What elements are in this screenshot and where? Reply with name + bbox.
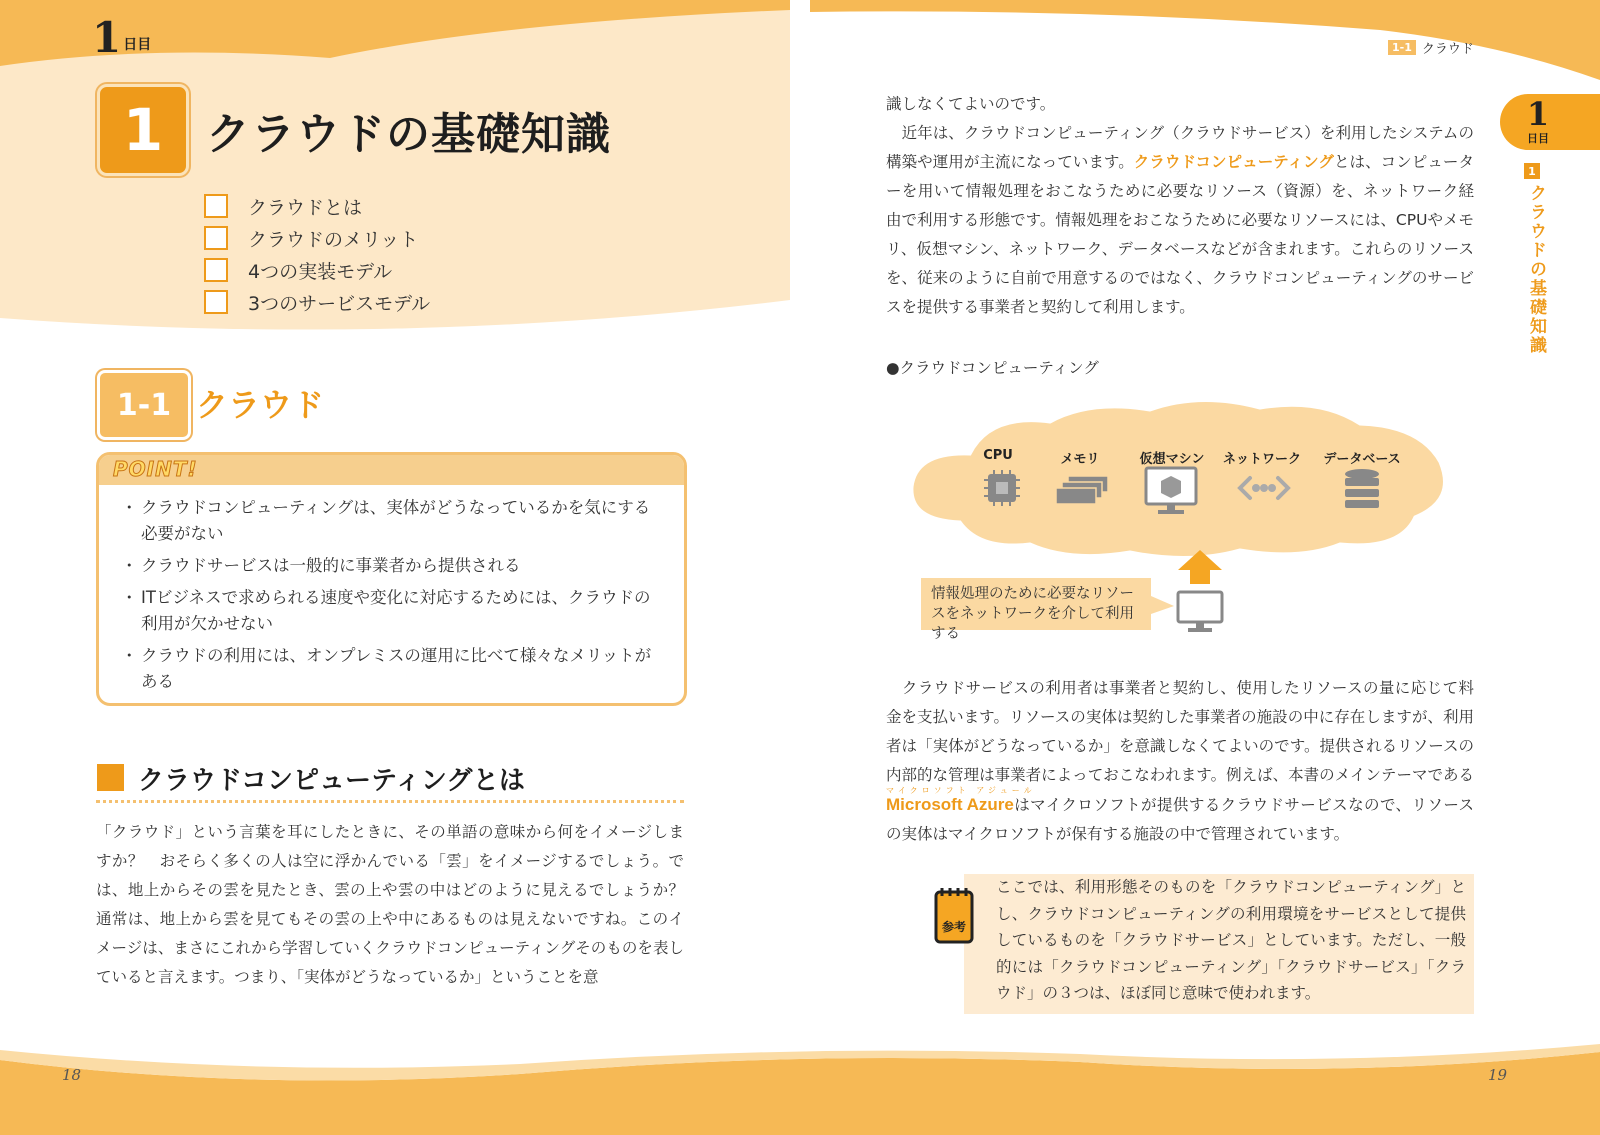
checkbox-icon[interactable] [204,258,228,282]
callout-pointer [1151,596,1174,614]
checklist-label: クラウドのメリット [248,228,419,251]
top-wave-right [810,0,1600,80]
running-head-badge: 1-1 [1388,40,1416,55]
side-tab-number: 1 [1526,95,1550,133]
subheading-square-icon [97,764,124,791]
checkbox-icon[interactable] [204,194,228,218]
point-list [99,485,684,695]
day-unit: 日目 [123,37,152,53]
right-body-intro [886,90,1474,322]
cpu-icon [984,470,1020,506]
point-item: ・ クラウドの利用には、オンプレミスの運用に比べて様々なメリットがある [129,643,666,695]
point-item: ・ クラウドコンピューティングは、実体がどうなっているかを気にする必要がない [129,495,666,547]
checklist-item[interactable] [204,222,430,254]
side-chapter-title: クラウドの基礎知識 [1526,184,1546,355]
figure-label-cpu: CPU [983,448,1013,463]
ruby-term [886,786,1036,820]
checklist-item[interactable] [204,190,430,222]
reference-text: ここでは、利用形態そのものを「クラウドコンピューティング」とし、クラウドコンピューティングの利用環境をサービスとして提供しているものを「クラウドサービス」としています。ただし、一般的には「クラウドコンピューティング」「クラウドサービス」「クラウド」の３つは、ほぼ同じ意味で使われます。 [996,878,1466,1002]
chapter-checklist [204,190,430,318]
paragraph [886,119,1474,322]
text-run: クラウドサービスの利用者は事業者と契約し、使用したリソースの量に応じて料金を支払います。リソースの実体は契約した事業者の施設の中に存在しますが、利用者は「実体がどうなっているか」を意識しなくてよいのです。提供されるリソースの内部的な管理は事業者によっておこなわれます。例えば、本書のメインテーマである [886,679,1474,784]
left-page-number: 18 [62,1066,82,1084]
reference-notebook-icon [932,884,976,946]
checklist-item[interactable] [204,254,430,286]
side-tab-unit: 日目 [1527,132,1549,145]
text-run: はマイクロソフトが提供するクラウドサービスなので、リソースの実体はマイクロソフトが保有する施設の中で管理されています。 [886,796,1474,843]
text-run: 近年は、クラウドコンピューティング（クラウドサービス）を利用したシステムの構築や運用が主流になっています。 [886,124,1474,171]
product-name: Microsoft Azure [886,795,1014,814]
day-marker [92,12,151,60]
checklist-label: 3つのサービスモデル [248,292,431,315]
day-number: 1 [92,13,122,62]
left-body-paragraph: 「クラウド」という言葉を耳にしたときに、その単語の意味から何をイメージしますか？ おそらく多くの人は空に浮かんでいる「雲」をイメージするでしょう。では、地上からその雲を見たとき、雲の上や雲の中はどのように見えるでしょうか？ 通常は、地上から雲を見てもその雲の上や中にあるものは見えないですね。このイメージは、まさにこれから学習していくクラウドコンピューティングそのものを表していると言えます。つまり、「実体がどうなっているか」ということを意 [96,823,700,986]
checklist-item[interactable] [204,286,430,318]
section-title: クラウド [196,386,325,424]
point-item: ・ クラウドサービスは一般的に事業者から提供される [129,553,666,579]
point-label: POINT! [113,457,198,481]
section-number-box: 1-1 [97,370,191,440]
running-head-title: クラウド [1421,42,1474,57]
right-body-paragraph [886,674,1474,849]
side-chapter-badge: 1 [1524,163,1540,179]
checklist-label: 4つの実装モデル [248,260,393,283]
figure-label-vm: 仮想マシン [1139,452,1205,467]
figure-callout: 情報処理のために必要なリソースをネットワークを介して利用する [921,578,1151,630]
checkbox-icon[interactable] [204,226,228,250]
checklist-label: クラウドとは [248,196,363,219]
chapter-number-box: 1 [97,84,189,176]
point-item: ・ ITビジネスで求められる速度や変化に対応するためには、クラウドの利用が欠かせない [129,585,666,637]
figure-label-network: ネットワーク [1222,452,1301,467]
subheading: クラウドコンピューティングとは [138,766,525,796]
checkbox-icon[interactable] [204,290,228,314]
figure-label-memory: メモリ [1060,452,1100,467]
point-header [99,455,684,485]
dotted-divider [96,800,684,803]
chapter-title: クラウドの基礎知識 [206,109,611,160]
ruby-reading: マイクロソフト アジュール [886,786,1036,795]
text-run: とは、コンピューターを用いて情報処理をおこなうために必要なリソース（資源）を、ネットワーク経由で利用する形態です。情報処理をおこなうために必要なリソースには、CPUやメモリ、仮想マシン、ネットワーク、データベースなどが含まれます。これらのリソースを、従来のように自前で用意するのではなく、クラウドコンピューティングのサービスを提供する事業者と契約して利用します。 [886,153,1474,316]
point-box [96,452,687,706]
reference-label: 参考 [941,920,966,934]
client-monitor-icon [1178,592,1222,632]
highlight-term: クラウドコンピューティング [1133,153,1334,171]
figure-label-database: データベース [1323,452,1401,467]
right-page-number: 19 [1488,1066,1508,1084]
figure-caption: ●クラウドコンピューティング [886,359,1099,377]
running-head [1388,38,1474,57]
continued-line: 識しなくてよいのです。 [886,95,1056,113]
